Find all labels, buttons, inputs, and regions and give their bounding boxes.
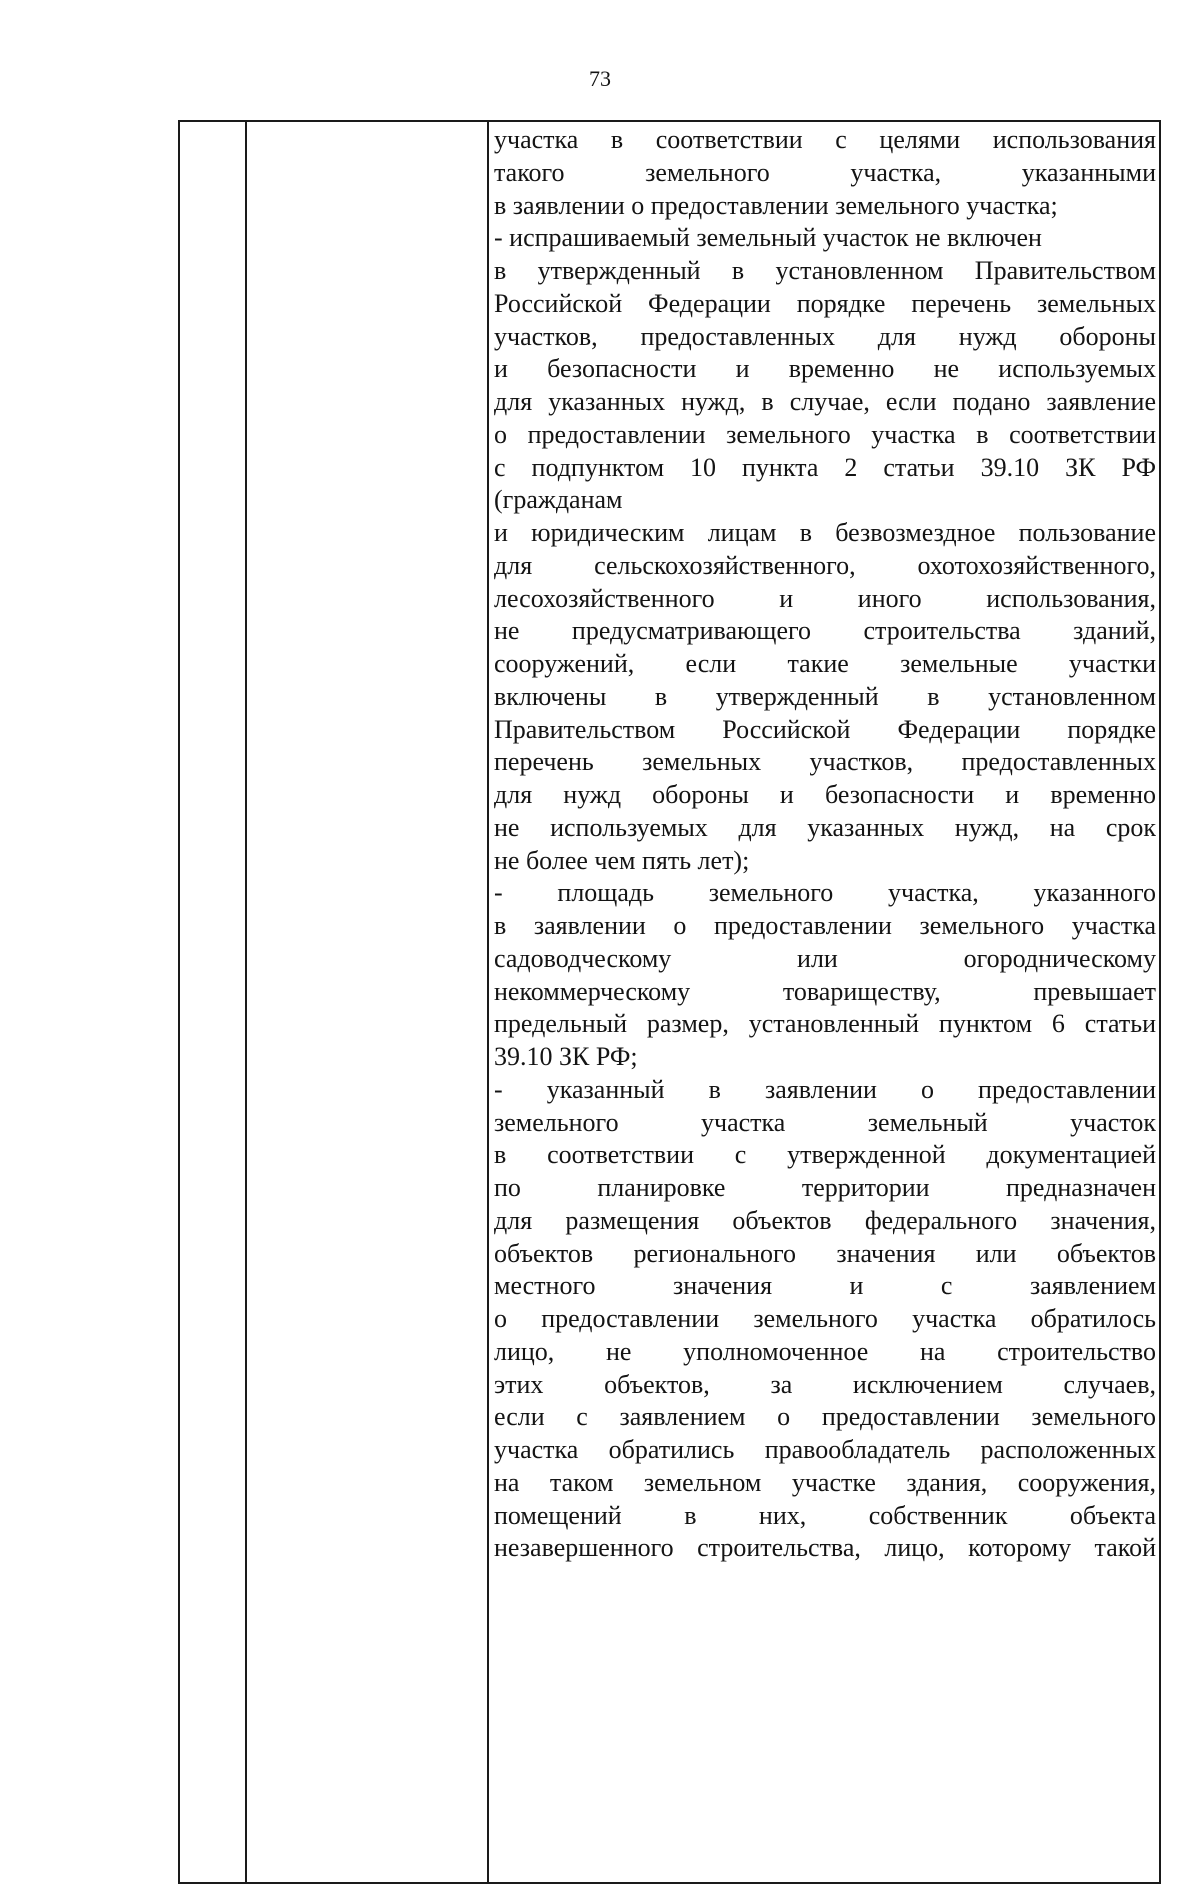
text-line: незавершенного строительства, лицо, которому такой bbox=[494, 1533, 1156, 1563]
table-cell-text bbox=[494, 124, 1156, 1565]
text-line: в заявлении о предоставлении земельного участка; bbox=[494, 190, 1058, 220]
text-line: садоводческому или огородническому bbox=[494, 943, 1156, 973]
text-line: - указанный в заявлении о предоставлении bbox=[494, 1074, 1156, 1104]
page-number: 73 bbox=[589, 66, 611, 91]
text-line: включены в утвержденный в установленном bbox=[494, 681, 1156, 711]
text-line: Российской Федерации порядке перечень земельных bbox=[494, 288, 1156, 318]
text-line: не более чем пять лет); bbox=[494, 845, 750, 875]
text-line: участков, предоставленных для нужд обороны bbox=[494, 321, 1156, 351]
text-line: помещений в них, собственник объекта bbox=[494, 1500, 1156, 1530]
text-line: (гражданам bbox=[494, 485, 623, 515]
text-line: о предоставлении земельного участка в соответствии bbox=[494, 419, 1156, 449]
text-line: с подпунктом 10 пункта 2 статьи 39.10 ЗК РФ bbox=[494, 452, 1156, 482]
text-line: для сельскохозяйственного, охотохозяйственного, bbox=[494, 550, 1156, 580]
text-line: участка обратились правообладатель расположенных bbox=[494, 1435, 1156, 1464]
text-line: сооружений, если такие земельные участки bbox=[494, 649, 1156, 678]
text-line: местного значения и с заявлением bbox=[494, 1271, 1156, 1301]
text-line: не предусматривающего строительства зданий, bbox=[494, 616, 1156, 646]
text-line: в заявлении о предоставлении земельного участка bbox=[494, 911, 1156, 940]
text-line: если с заявлением о предоставлении земельного bbox=[494, 1402, 1156, 1432]
text-line: о предоставлении земельного участка обратилось bbox=[494, 1304, 1156, 1333]
text-line: земельного участка земельный участок bbox=[494, 1107, 1156, 1137]
text-line: - испрашиваемый земельный участок не включен bbox=[494, 223, 1042, 253]
text-line: и безопасности и временно не используемых bbox=[494, 354, 1156, 384]
document-table bbox=[178, 120, 1161, 1884]
text-line: лицо, не уполномоченное на строительство bbox=[494, 1336, 1156, 1366]
text-line: и юридическим лицам в безвозмездное пользование bbox=[494, 518, 1156, 547]
column-divider-first bbox=[245, 120, 247, 1884]
text-line: этих объектов, за исключением случаев, bbox=[494, 1369, 1156, 1399]
column-divider-second bbox=[487, 120, 489, 1884]
text-line: объектов регионального значения или объектов bbox=[494, 1238, 1156, 1268]
text-line: - площадь земельного участка, указанного bbox=[494, 878, 1156, 908]
text-line: для указанных нужд, в случае, если подано заявление bbox=[494, 387, 1156, 416]
text-line: на таком земельном участке здания, сооружения, bbox=[494, 1467, 1156, 1497]
text-line: перечень земельных участков, предоставленных bbox=[494, 747, 1156, 777]
text-line: по планировке территории предназначен bbox=[494, 1173, 1156, 1202]
text-line: Правительством Российской Федерации порядке bbox=[494, 714, 1156, 744]
text-line: для размещения объектов федерального значения, bbox=[494, 1205, 1156, 1235]
text-line: в утвержденный в установленном Правительством bbox=[494, 256, 1156, 285]
text-line: не используемых для указанных нужд, на срок bbox=[494, 812, 1156, 842]
text-line: такого земельного участка, указанными bbox=[494, 157, 1156, 187]
text-line: 39.10 ЗК РФ; bbox=[494, 1042, 638, 1071]
text-line: участка в соответствии с целями использования bbox=[494, 125, 1156, 154]
text-line: лесохозяйственного и иного использования, bbox=[494, 583, 1156, 613]
text-line: для нужд обороны и безопасности и временно bbox=[494, 780, 1156, 809]
text-line: некоммерческому товариществу, превышает bbox=[494, 976, 1156, 1006]
text-line: в соответствии с утвержденной документацией bbox=[494, 1140, 1156, 1170]
text-line: предельный размер, установленный пунктом 6 статьи bbox=[494, 1009, 1156, 1039]
